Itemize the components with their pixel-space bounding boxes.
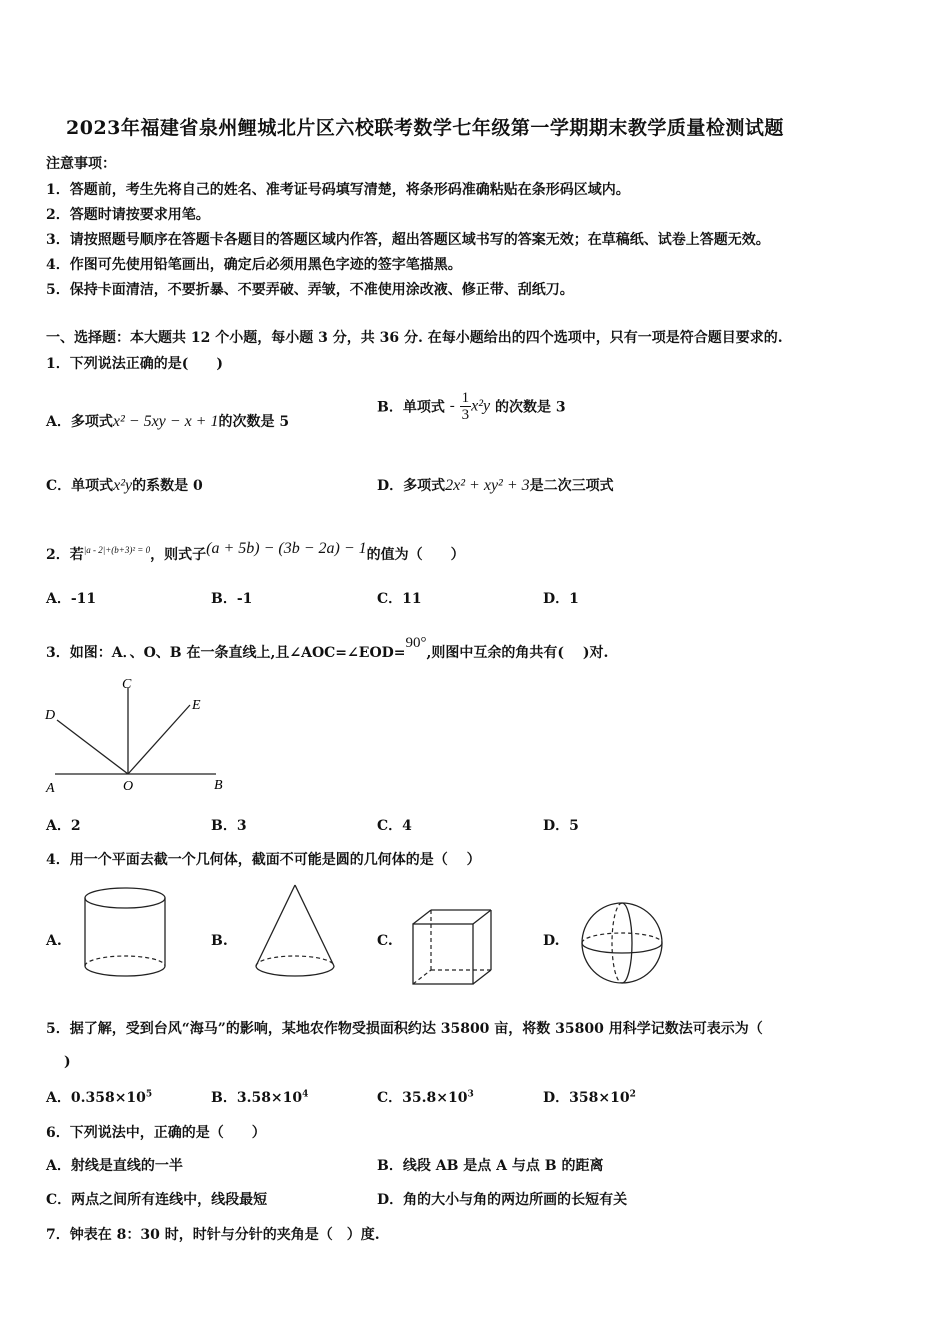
q4-option-label: A. bbox=[46, 933, 62, 949]
ray-oe bbox=[128, 705, 190, 774]
notice-item: 4．作图可先使用铅笔画出，确定后必须用黑色字迹的签字笔描黑。 bbox=[46, 257, 462, 273]
cone-shape bbox=[250, 880, 342, 984]
q5-option: C．$35.8\times 10^3$ bbox=[377, 1089, 474, 1106]
label-b: B bbox=[214, 778, 223, 793]
q5-option: B．$3.58\times 10^4$ bbox=[211, 1089, 309, 1106]
q2-option: C．11 bbox=[377, 591, 422, 607]
q1-option-d: D．多项式2x² + xy² + 3是二次三项式 bbox=[377, 477, 614, 494]
notice-item: 5．保持卡面清洁，不要折暴、不要弄破、弄皱，不准使用涂改液、修正带、刮纸刀。 bbox=[46, 282, 574, 298]
sphere-shape bbox=[578, 899, 668, 989]
q3-option: B．3 bbox=[211, 818, 247, 834]
cube-shape bbox=[405, 906, 500, 988]
q3-option: D．5 bbox=[543, 818, 579, 834]
q3-option: A．2 bbox=[46, 818, 81, 834]
q5-option: D．$358\times 10^2$ bbox=[543, 1089, 636, 1106]
notice-item: 2．答题时请按要求用笔。 bbox=[46, 207, 210, 223]
q4-option-label: B. bbox=[211, 933, 228, 949]
q4-stem: 4．用一个平面去截一个几何体，截面不可能是圆的几何体的是（ ） bbox=[46, 852, 481, 868]
label-o: O bbox=[123, 779, 134, 794]
section-heading: 一、选择题：本大题共 12 个小题，每小题 3 分，共 36 分. 在每小题给出的四个选项中，只有一项是符合题目要求的. bbox=[46, 330, 783, 346]
q4-option-label: D. bbox=[543, 933, 560, 949]
notice-item: 1．答题前，考生先将自己的姓名、准考证号码填写清楚，将条形码准确粘贴在条形码区域内。 bbox=[46, 182, 630, 198]
page-title: 2023年福建省泉州鲤城北片区六校联考数学七年级第一学期期末教学质量检测试题 bbox=[66, 117, 784, 139]
q4-option-label: C. bbox=[377, 933, 393, 949]
q6-stem: 6．下列说法中，正确的是（ ） bbox=[46, 1125, 266, 1141]
q3-angle-figure bbox=[40, 672, 240, 802]
q1-option-a: A．多项式x² − 5xy − x + 1的次数是 5 bbox=[46, 413, 290, 430]
q2-stem: 2．若$^{|a - 2|+(b+3)^2 = 0}$，则式子(a + 5b) − (3b − 2a) − 1的值为（ ） bbox=[46, 540, 465, 563]
q1-stem: 1．下列说法正确的是( ) bbox=[46, 356, 223, 372]
q6-option-d: D．角的大小与角的两边所画的长短有关 bbox=[377, 1192, 628, 1208]
q3-stem: 3．如图：A．、O、B 在一条直线上,且∠AOC=∠EOD=90°,则图中互余的角共有( )对. bbox=[46, 635, 609, 661]
q7-stem: 7．钟表在 8：30 时，时针与分针的夹角是（ ）度. bbox=[46, 1227, 380, 1243]
label-a: A bbox=[46, 781, 55, 796]
q1-b-fraction: $\frac{1}{3}$ bbox=[461, 390, 470, 423]
cylinder-shape bbox=[80, 884, 172, 984]
notice-heading: 注意事项： bbox=[46, 156, 116, 172]
ray-od bbox=[57, 720, 128, 774]
q2-option: D．1 bbox=[543, 591, 579, 607]
q3-angle: 90° bbox=[405, 635, 427, 651]
label-c: C bbox=[122, 677, 132, 692]
q1-option-c: C．单项式x²y的系数是 0 bbox=[46, 477, 203, 494]
notice-item: 3．请按照题号顺序在答题卡各题目的答题区域内作答，超出答题区域书写的答案无效；在草稿纸、试卷上答题无效。 bbox=[46, 232, 770, 248]
label-e: E bbox=[192, 698, 201, 713]
q6-option-a: A．射线是直线的一半 bbox=[46, 1158, 183, 1174]
q1-option-b: B．单项式 - $\frac{1}{3}$ x²y 的次数是 3 bbox=[377, 390, 566, 423]
q6-option-b: B．线段 AB 是点 A 与点 B 的距离 bbox=[377, 1158, 604, 1174]
label-d: D bbox=[45, 708, 56, 723]
q2-option: A．-11 bbox=[46, 591, 97, 607]
q5-stem-end: ) bbox=[64, 1054, 71, 1070]
q3-option: C．4 bbox=[377, 818, 412, 834]
q2-expression: (a + 5b) − (3b − 2a) − 1 bbox=[206, 540, 367, 557]
q5-stem: 5．据了解，受到台风“海马”的影响，某地农作物受损面积约达 35800 亩，将数 35800 用科学记数法可表示为（ bbox=[46, 1021, 763, 1037]
q5-option: A．$0.358\times 10^5$ bbox=[46, 1089, 153, 1106]
q2-option: B．-1 bbox=[211, 591, 253, 607]
q2-condition: |a - 2|+(b+3)² = 0 bbox=[83, 545, 151, 555]
q6-option-c: C．两点之间所有连线中，线段最短 bbox=[46, 1192, 268, 1208]
q1-a-math: x² − 5xy − x + 1 bbox=[112, 413, 219, 430]
